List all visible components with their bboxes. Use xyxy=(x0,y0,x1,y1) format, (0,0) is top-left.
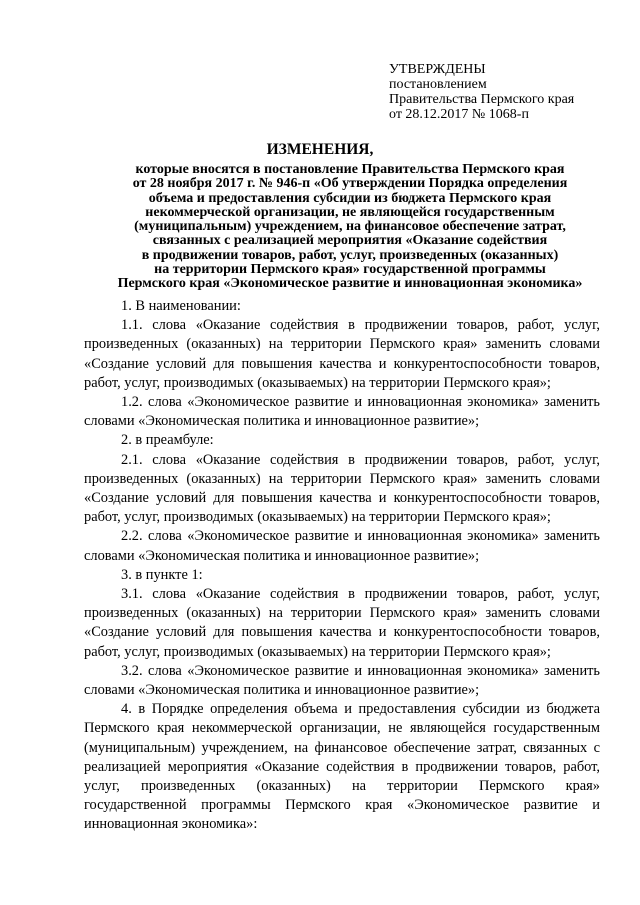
paragraph-2-2: 2.2. слова «Экономическое развитие и инновационная экономика» заменить словами «Экономическая политика и инновационное развитие»; xyxy=(84,528,600,564)
subtitle-line: в продвижении товаров, работ, услуг, произведенных (оказанных) xyxy=(141,247,559,263)
subtitle-line: Пермского края «Экономическое развитие и инновационная экономика» xyxy=(117,276,583,292)
approval-stamp xyxy=(389,62,574,122)
paragraph-3-point-1: 3. в пункте 1: xyxy=(121,566,203,583)
approval-line-approved: УТВЕРЖДЕНЫ xyxy=(389,62,486,77)
approval-line-government: Правительства Пермского края xyxy=(389,92,575,107)
paragraph-3-2: 3.2. слова «Экономическое развитие и инновационная экономика» заменить словами «Экономическая политика и инновационное развитие»; xyxy=(84,662,600,699)
approval-line-date-number: от 28.12.2017 № 1068-п xyxy=(389,107,529,122)
subtitle-line: на территории Пермского края» государственной программы xyxy=(154,262,546,278)
subtitle-line: объема и предоставления субсидии из бюджета Пермского края xyxy=(148,190,552,206)
subtitle-line: которые вносятся в постановление Правительства Пермского края xyxy=(135,162,565,177)
paragraph-3-1: 3.1. слова «Оказание содействия в продвижении товаров, работ, услуг, произведенных (оказанных) на территории Пермского края» заменить словами «Создание условий для повышения качества и конкурентоспособности товаров, работ, услуг, производимых (оказываемых) на территории Пермского края»; xyxy=(84,586,600,660)
approval-line-resolution: постановлением xyxy=(389,77,487,92)
paragraph-2-1: 2.1. слова «Оказание содействия в продвижении товаров, работ, услуг, произведенных (оказанных) на территории Пермского края» заменить словами «Создание условий для повышения качества и конкурентоспособности товаров, работ, услуг, производимых (оказываемых) на территории Пермского края»; xyxy=(84,451,600,526)
document-title: ИЗМЕНЕНИЯ, xyxy=(266,141,374,158)
subtitle-line: (муниципальным) учреждением, на финансовое обеспечение затрат, xyxy=(134,219,566,235)
subtitle-line: от 28 ноября 2017 г. № 946-п «Об утверждении Порядка определения xyxy=(132,176,568,192)
paragraph-2-preamble: 2. в преамбуле: xyxy=(121,432,214,449)
paragraph-1-1: 1.1. слова «Оказание содействия в продвижении товаров, работ, услуг, произведенных (оказанных) на территории Пермского края» заменить словами «Создание условий для повышения качества и конкурентоспособности товаров, работ, услуг, производимых (оказываемых) на территории Пермского края»; xyxy=(84,317,600,391)
paragraph-4-procedure: 4. в Порядке определения объема и предоставления субсидии из бюджета Пермского края некоммерческой организации, не являющейся государственным (муниципальным) учреждением, на финансовое обеспечение затрат, связанных с реализацией мероприятия «Оказание содействия в продвижении товаров, работ, услуг, произведенных (оказанных) на территории Пермского края» государственной программы Пермского края «Экономическое развитие и инновационная экономика»: xyxy=(84,701,600,833)
paragraph-1-in-title: 1. В наименовании: xyxy=(121,298,241,314)
subtitle-line: некоммерческой организации, не являющейся государственным xyxy=(145,204,555,220)
subtitle-line: связанных с реализацией мероприятия «Оказание содействия xyxy=(152,233,548,249)
document-body xyxy=(84,297,600,835)
document-subtitle xyxy=(80,163,620,292)
paragraph-1-2: 1.2. слова «Экономическое развитие и инновационная экономика» заменить словами «Экономическая политика и инновационное развитие»; xyxy=(84,394,600,430)
